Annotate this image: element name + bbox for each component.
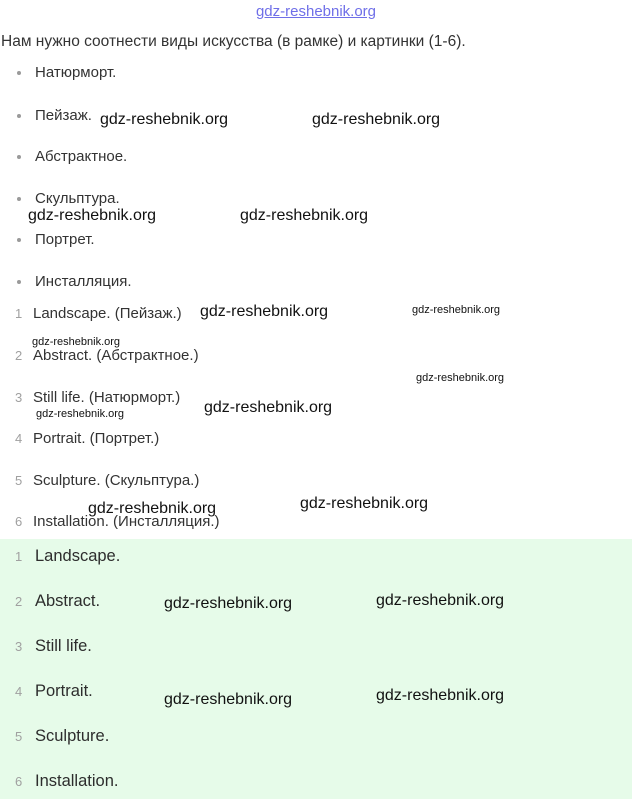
watermark: gdz-reshebnik.org (204, 399, 333, 416)
list-item (15, 592, 100, 611)
list-item-number: 1 (15, 549, 23, 564)
list-item (15, 682, 93, 701)
bullet-icon (17, 280, 21, 284)
list-item (15, 190, 120, 207)
list-item-number: 5 (15, 473, 23, 488)
list-item-label: Sculpture. (35, 727, 110, 745)
list-item (15, 547, 120, 566)
list-item-number: 6 (15, 514, 23, 529)
list-item (15, 472, 199, 489)
watermark: gdz-reshebnik.org (312, 111, 441, 128)
watermark: gdz-reshebnik.org (100, 111, 229, 128)
watermark: gdz-reshebnik.org (32, 336, 121, 348)
bullet-icon (17, 238, 21, 242)
intro-text: Нам нужно соотнести виды искусства (в рамке) и картинки (1-6). (1, 33, 466, 50)
watermark: gdz-reshebnik.org (300, 495, 429, 512)
bullet-icon (17, 197, 21, 201)
watermark: gdz-reshebnik.org (240, 207, 369, 224)
list-item (15, 148, 127, 165)
list-item-label: Натюрморт. (35, 64, 117, 81)
list-item-label: Портрет. (35, 231, 95, 248)
list-item (15, 273, 132, 290)
watermark: gdz-reshebnik.org (164, 691, 293, 708)
bullet-icon (17, 114, 21, 118)
list-item-number: 3 (15, 390, 23, 405)
list-item-number: 3 (15, 639, 23, 654)
list-item-number: 2 (15, 594, 23, 609)
list-item (15, 389, 180, 406)
list-item (15, 637, 92, 656)
list-item-label: Still life. (35, 637, 92, 655)
bullet-icon (17, 71, 21, 75)
watermark: gdz-reshebnik.org (376, 687, 505, 704)
list-item-label: Portrait. (Портрет.) (33, 430, 160, 447)
watermark: gdz-reshebnik.org (36, 408, 125, 420)
list-item-label: Abstract. (35, 592, 101, 610)
list-item-number: 5 (15, 729, 23, 744)
list-item-label: Portrait. (35, 682, 93, 700)
header-watermark[interactable]: gdz-reshebnik.org (255, 3, 377, 20)
watermark: gdz-reshebnik.org (200, 303, 329, 320)
list-item-label: Installation. (Инсталляция.) (33, 513, 220, 530)
list-item-label: Landscape. (35, 547, 121, 565)
watermark: gdz-reshebnik.org (28, 207, 157, 224)
watermark: gdz-reshebnik.org (88, 500, 217, 517)
list-item (15, 347, 199, 364)
list-item (15, 305, 182, 322)
watermark: gdz-reshebnik.org (164, 595, 293, 612)
list-item-number: 4 (15, 684, 23, 699)
list-item (15, 727, 109, 746)
answer-block (0, 539, 632, 799)
list-item-label: Landscape. (Пейзаж.) (33, 305, 182, 322)
list-item (15, 64, 116, 81)
list-item-label: Abstract. (Абстрактное.) (33, 347, 199, 364)
list-item (15, 231, 95, 248)
list-item-label: Sculpture. (Скульптура.) (33, 472, 200, 489)
watermark: gdz-reshebnik.org (376, 592, 505, 609)
list-item-number: 1 (15, 306, 23, 321)
list-item-label: Скульптура. (35, 190, 120, 207)
list-item-number: 4 (15, 431, 23, 446)
list-item-label: Абстрактное. (35, 148, 128, 165)
list-item-number: 6 (15, 774, 23, 789)
list-item (15, 430, 159, 447)
bullet-icon (17, 155, 21, 159)
list-item-label: Still life. (Натюрморт.) (33, 389, 181, 406)
list-item-label: Installation. (35, 772, 119, 790)
watermark: gdz-reshebnik.org (412, 304, 501, 316)
list-item-number: 2 (15, 348, 23, 363)
list-item-label: Инсталляция. (35, 273, 132, 290)
list-item-label: Пейзаж. (35, 107, 92, 124)
list-item (15, 772, 118, 791)
watermark: gdz-reshebnik.org (416, 372, 505, 384)
list-item (15, 107, 92, 124)
